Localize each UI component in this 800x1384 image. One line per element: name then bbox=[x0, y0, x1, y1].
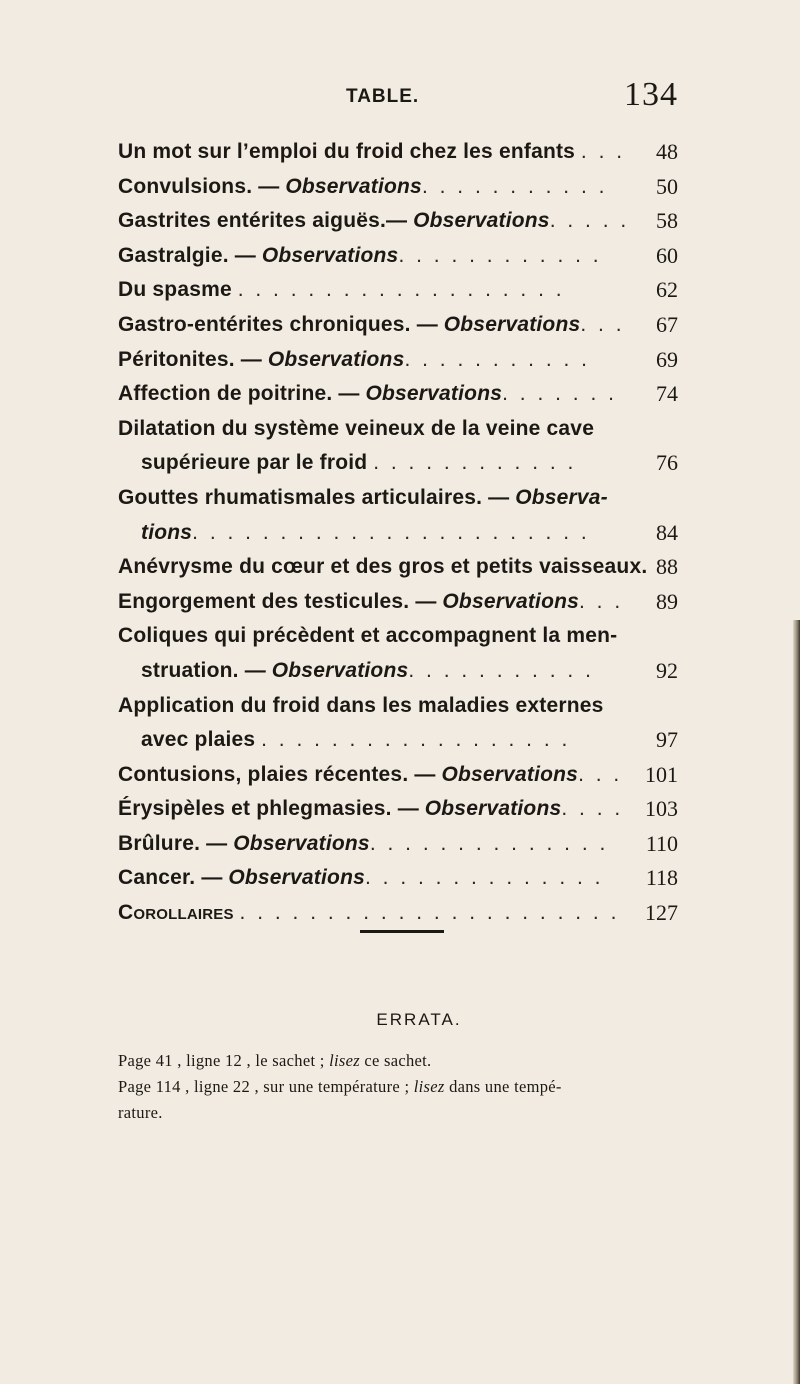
table-of-contents bbox=[118, 135, 678, 931]
toc-entry bbox=[118, 308, 678, 343]
toc-entry-observations: Observations bbox=[424, 797, 562, 821]
toc-entry bbox=[118, 758, 678, 793]
errata-line-text: dans une tempé- bbox=[449, 1077, 562, 1096]
toc-entry bbox=[118, 585, 678, 620]
toc-dot-leader: . . . . bbox=[561, 797, 624, 821]
toc-entry-main: Du spasme bbox=[118, 278, 232, 302]
toc-entry-page: 62 bbox=[656, 277, 678, 303]
toc-entry bbox=[118, 170, 678, 205]
toc-entry-text bbox=[118, 550, 648, 585]
toc-entry bbox=[118, 377, 678, 412]
toc-dot-leader: . . . bbox=[579, 589, 624, 613]
toc-entry-text bbox=[118, 377, 617, 412]
toc-entry-text bbox=[118, 170, 607, 205]
toc-entry-observations: Observations bbox=[271, 658, 409, 682]
errata-line bbox=[118, 1074, 690, 1100]
toc-entry-main: supérieure par le froid bbox=[141, 451, 368, 475]
toc-dot-leader: . . . bbox=[580, 312, 625, 336]
errata-line-text: Page 114 , ligne 22 , sur une température ; bbox=[118, 1077, 410, 1096]
toc-entry-main: Anévrysme du cœur et des gros et petits vaisseaux. bbox=[118, 555, 648, 579]
toc-dot-leader: . . . bbox=[578, 762, 623, 786]
toc-entry-text bbox=[118, 619, 617, 654]
toc-entry-main: Engorgement des testicules. — bbox=[118, 589, 437, 613]
toc-entry bbox=[118, 861, 678, 896]
toc-dot-leader: . . . . . . . . . . . . . . . . . . . . . . . bbox=[192, 520, 590, 544]
toc-dot-leader: . . . . . . . bbox=[502, 382, 617, 406]
errata-line-text: ce sachet. bbox=[364, 1051, 432, 1070]
toc-entry-page: 97 bbox=[656, 727, 678, 753]
toc-entry-text bbox=[118, 308, 625, 343]
toc-entry bbox=[118, 827, 678, 862]
toc-entry-page: 50 bbox=[656, 173, 678, 199]
errata-correction-word: lisez bbox=[329, 1051, 360, 1070]
toc-entry-main: Affection de poitrine. — bbox=[118, 382, 360, 406]
toc-entry-page: 84 bbox=[656, 519, 678, 545]
toc-entry bbox=[118, 343, 678, 378]
toc-entry-text bbox=[118, 135, 626, 170]
toc-entry-text bbox=[118, 896, 618, 931]
toc-dot-leader: . . . . . . . . . . . . . . . . . . . bbox=[237, 278, 565, 302]
toc-entry-page: 92 bbox=[656, 657, 678, 683]
toc-entry-main: Dilatation du système veineux de la veine cave bbox=[118, 416, 595, 440]
toc-entry-main: Contusions, plaies récentes. — bbox=[118, 762, 436, 786]
toc-entry-text bbox=[118, 792, 624, 827]
toc-entry bbox=[118, 896, 678, 931]
toc-entry-page: 76 bbox=[656, 450, 678, 476]
toc-entry-text bbox=[118, 239, 602, 274]
toc-entry-observations: Observa- bbox=[515, 485, 608, 509]
toc-entry-text bbox=[118, 481, 608, 516]
toc-entry-observations: Observations bbox=[443, 312, 581, 336]
toc-dot-leader: . . . . . . . . . . . . . . bbox=[369, 831, 609, 855]
toc-entry-page: 118 bbox=[645, 865, 678, 891]
toc-entry-text bbox=[141, 446, 576, 481]
toc-dot-leader: . . . . . . . . . . . . . . bbox=[364, 866, 604, 890]
toc-entry-main: avec plaies bbox=[141, 728, 256, 752]
toc-entry bbox=[118, 723, 678, 758]
toc-entry-main: Gastrites entérites aiguës.— bbox=[118, 209, 408, 233]
toc-entry bbox=[118, 239, 678, 274]
toc-entry bbox=[118, 412, 678, 447]
toc-entry-text bbox=[141, 723, 570, 758]
toc-entry-page: 89 bbox=[656, 588, 678, 614]
toc-entry-observations: Observations bbox=[285, 174, 422, 198]
section-divider bbox=[360, 930, 444, 933]
errata-title: ERRATA. bbox=[376, 1010, 462, 1029]
toc-entry-page: 48 bbox=[656, 139, 678, 164]
toc-entry bbox=[118, 481, 678, 516]
toc-entry-main: Application du froid dans les maladies externes bbox=[118, 693, 604, 717]
toc-dot-leader: . . . . . . . . . . . bbox=[421, 174, 608, 198]
toc-entry-main: Gastralgie. — bbox=[118, 243, 256, 267]
toc-entry-page: 67 bbox=[656, 311, 678, 337]
toc-dot-leader: . . . . . . . . . . . . . . . . . . bbox=[261, 728, 571, 752]
errata-correction-word: lisez bbox=[413, 1077, 445, 1096]
toc-dot-leader: . . . . . bbox=[549, 209, 630, 233]
toc-entry-page: 88 bbox=[656, 554, 678, 580]
toc-entry-page: 101 bbox=[645, 761, 678, 787]
toc-entry bbox=[118, 654, 678, 689]
toc-entry-text bbox=[118, 827, 608, 862]
toc-entry-main: Cancer. — bbox=[118, 866, 223, 890]
toc-entry-main: Érysipèles et phlegmasies. — bbox=[118, 797, 419, 821]
toc-entry-text bbox=[118, 758, 623, 793]
toc-entry-observations: Observations bbox=[442, 589, 580, 613]
toc-entry-text bbox=[118, 861, 604, 896]
toc-entry bbox=[118, 689, 678, 724]
toc-entry bbox=[118, 792, 678, 827]
toc-entry bbox=[118, 446, 678, 481]
toc-entry-observations: Observations bbox=[413, 209, 550, 233]
toc-entry-main: Gastro-entérites chroniques. — bbox=[118, 312, 438, 336]
toc-entry bbox=[118, 135, 678, 170]
toc-entry-text bbox=[118, 204, 630, 239]
toc-dot-leader: . . . . . . . . . . . . bbox=[373, 451, 577, 475]
toc-entry bbox=[118, 204, 678, 239]
errata-line bbox=[118, 1048, 690, 1074]
toc-dot-leader: . . . . . . . . . . . bbox=[408, 658, 594, 682]
toc-dot-leader: . . . . . . . . . . . . . . . . . . . . . . bbox=[239, 901, 620, 925]
toc-entry bbox=[118, 550, 678, 585]
toc-entry-page: 127 bbox=[645, 900, 678, 926]
toc-dot-leader: . . . bbox=[580, 140, 626, 163]
toc-entry-text bbox=[118, 412, 594, 447]
toc-entry-main: Coliques qui précèdent et accompagnent la men- bbox=[118, 624, 618, 648]
toc-entry-text bbox=[118, 273, 565, 308]
page-edge-shadow bbox=[793, 620, 800, 1384]
toc-dot-leader: . . . . . . . . . . . . bbox=[398, 243, 602, 267]
toc-entry-observations: Observations bbox=[228, 866, 365, 890]
toc-entry-observations: Observations bbox=[267, 347, 405, 371]
toc-entry bbox=[118, 516, 678, 551]
toc-entry-main: Corollaires bbox=[118, 901, 234, 925]
toc-entry bbox=[118, 619, 678, 654]
toc-entry-observations: Observations bbox=[261, 243, 399, 267]
toc-entry-main: struation. — bbox=[141, 658, 266, 682]
toc-entry-text bbox=[118, 343, 590, 378]
toc-entry-text bbox=[118, 585, 624, 620]
toc-entry-page: 74 bbox=[656, 381, 678, 407]
toc-entry-main: Gouttes rhumatismales articulaires. — bbox=[118, 485, 510, 509]
toc-entry-page: 60 bbox=[656, 242, 678, 268]
toc-entry-main: Un mot sur l’emploi du froid chez les enfants bbox=[118, 140, 576, 163]
toc-entry bbox=[118, 273, 678, 308]
header-title: TABLE. bbox=[346, 86, 420, 107]
header-page-number: 134 bbox=[624, 76, 678, 113]
toc-entry-page: 110 bbox=[645, 830, 678, 856]
toc-entry-text bbox=[141, 654, 594, 689]
errata-line-text: rature. bbox=[118, 1103, 163, 1122]
toc-entry-observations: Observations bbox=[365, 382, 503, 406]
toc-entry-text bbox=[141, 516, 590, 551]
page-header bbox=[118, 78, 678, 128]
toc-entry-page: 103 bbox=[645, 796, 678, 822]
toc-entry-text bbox=[118, 689, 604, 724]
toc-dot-leader: . . . . . . . . . . . bbox=[404, 347, 590, 371]
toc-entry-main: Péritonites. — bbox=[118, 347, 262, 371]
toc-entry-observations: tions bbox=[141, 520, 193, 544]
errata-line-text: Page 41 , ligne 12 , le sachet ; bbox=[118, 1051, 325, 1070]
toc-entry-page: 69 bbox=[656, 346, 678, 372]
toc-entry-observations: Observations bbox=[441, 762, 579, 786]
errata-section bbox=[118, 1010, 690, 1126]
toc-entry-observations: Observations bbox=[233, 831, 370, 855]
toc-entry-page: 58 bbox=[656, 208, 678, 234]
toc-entry-main: Convulsions. — bbox=[118, 174, 280, 198]
toc-entry-main: Brûlure. — bbox=[118, 831, 228, 855]
errata-line bbox=[118, 1100, 690, 1126]
